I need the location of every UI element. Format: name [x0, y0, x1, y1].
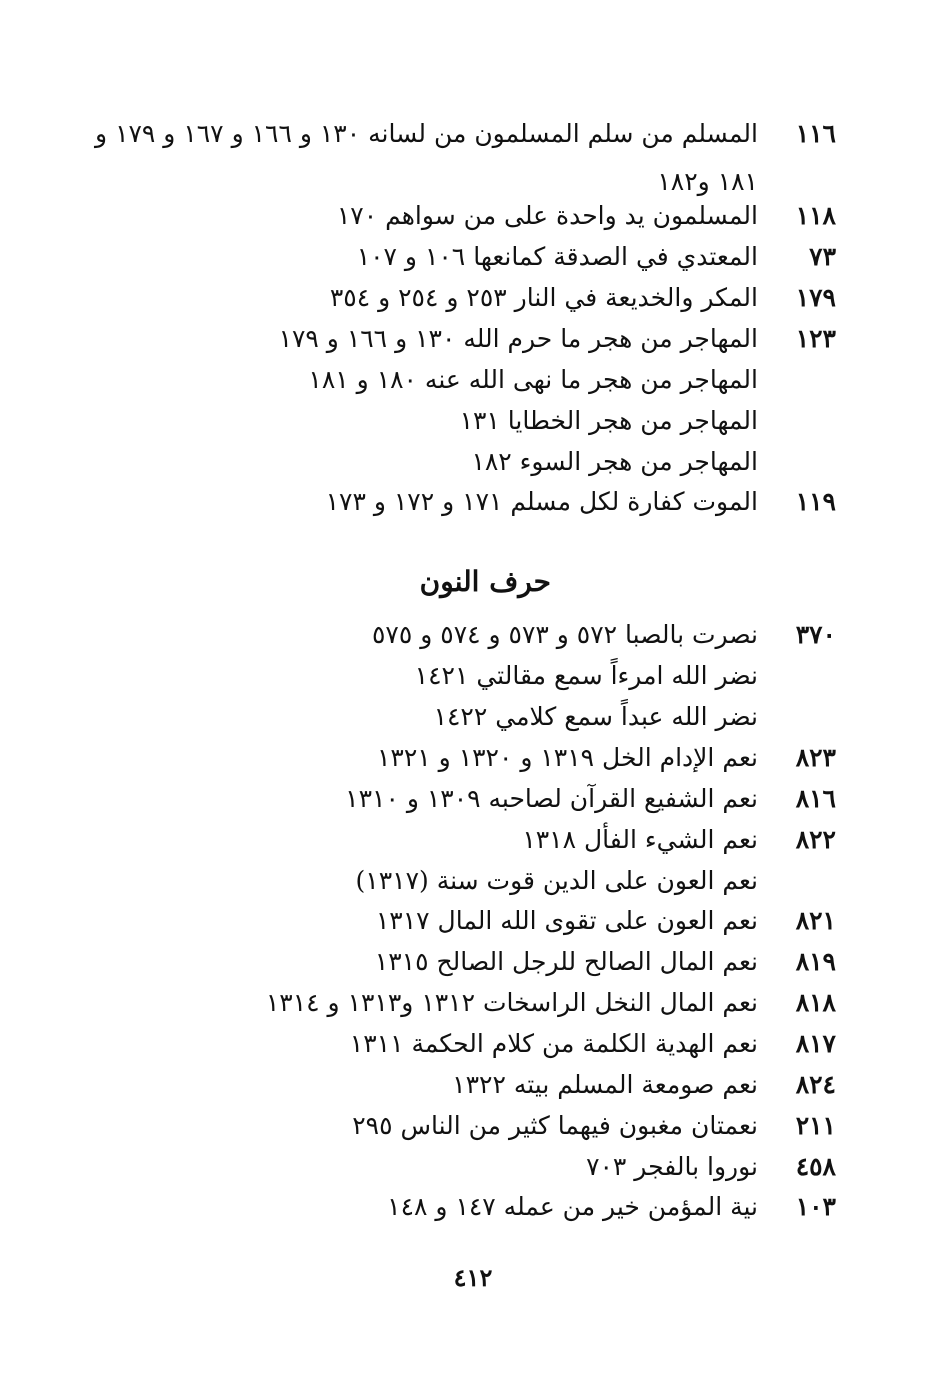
index-entry [460, 401, 836, 441]
entry-number: ٨١٩ [795, 947, 836, 976]
index-entry [434, 697, 836, 737]
entry-number: ٧٣ [809, 242, 836, 271]
entry-text: نعم العون على الدين قوت سنة (١٣١٧) [355, 866, 758, 895]
index-entry [452, 1065, 836, 1105]
index-entry [377, 738, 836, 778]
index-entry [372, 615, 836, 655]
entry-text: المسلمون يد واحدة على من سواهم ١٧٠ [336, 201, 758, 230]
entry-text: المهاجر من هجر السوء ١٨٢ [471, 447, 758, 476]
entry-text: نوروا بالفجر ٧٠٣ [586, 1152, 758, 1181]
entry-number: ٢١١ [795, 1111, 836, 1140]
entry-text: نعمتان مغبون فيهما كثير من الناس ٢٩٥ [352, 1111, 758, 1140]
index-entry [279, 319, 836, 359]
index-entry [471, 442, 836, 482]
entry-text: المهاجر من هجر ما حرم الله ١٣٠ و ١٦٦ و ١٧٩ [278, 324, 758, 353]
entry-number: ٨١٧ [795, 1029, 836, 1058]
entry-text: نية المؤمن خير من عمله ١٤٧ و ١٤٨ [387, 1192, 758, 1221]
entry-text: نعم الإدام الخل ١٣١٩ و ١٣٢٠ و ١٣٢١ [377, 743, 758, 772]
entry-text: نعم العون على تقوى الله المال ١٣١٧ [375, 906, 758, 935]
section-heading: حرف النون [419, 565, 551, 598]
entry-number: ١٧٩ [795, 283, 836, 312]
entry-text: المكر والخديعة في النار ٢٥٣ و ٢٥٤ و ٣٥٤ [329, 283, 758, 312]
index-entry [375, 942, 836, 982]
entry-text: نعم الشفيع القرآن لصاحبه ١٣٠٩ و ١٣١٠ [345, 784, 758, 813]
entry-text: نعم المال الصالح للرجل الصالح ١٣١٥ [374, 947, 758, 976]
index-entry [266, 983, 836, 1023]
index-entry [337, 196, 836, 236]
entry-text: نعم المال النخل الراسخات ١٣١٢ و١٣١٣ و ١٣١٤ [265, 988, 758, 1017]
entry-number: ٨١٨ [795, 988, 836, 1017]
entry-number: ١٠٣ [795, 1192, 836, 1221]
entry-text: المهاجر من هجر الخطايا ١٣١ [459, 406, 758, 435]
entry-text: نعم الشيء الفأل ١٣١٨ [522, 825, 758, 854]
entry-text: المهاجر من هجر ما نهى الله عنه ١٨٠ و ١٨١ [308, 365, 758, 394]
index-entry [357, 237, 836, 277]
index-entry [350, 1024, 836, 1064]
entry-number: ٨١٦ [795, 784, 836, 813]
entry-number: ٣٧٠ [795, 620, 836, 649]
index-entry [387, 1187, 836, 1227]
page-number: ٤١٢ [453, 1263, 493, 1292]
entry-number: ٤٥٨ [795, 1152, 836, 1181]
entry-number: ١١٦ [795, 119, 836, 148]
entry-text: الموت كفارة لكل مسلم ١٧١ و ١٧٢ و ١٧٣ [325, 487, 758, 516]
index-entry [356, 861, 836, 901]
index-entry [326, 482, 836, 522]
index-entry [376, 901, 836, 941]
entry-text: نعم صومعة المسلم بيته ١٣٢٢ [452, 1070, 758, 1099]
entry-text: المعتدي في الصدقة كمانعها ١٠٦ و ١٠٧ [356, 242, 758, 271]
index-entry [330, 278, 836, 318]
entry-number: ٨٢٢ [795, 825, 836, 854]
entry-number: ١١٨ [795, 201, 836, 230]
entry-text: المسلم من سلم المسلمون من لسانه ١٣٠ و ١٦٦ و ١٦٧ و ١٧٩ و [95, 119, 758, 148]
index-entry [352, 1106, 836, 1146]
entry-number: ١١٩ [795, 487, 836, 516]
entry-number: ٨٢١ [795, 906, 836, 935]
index-entry [308, 360, 836, 400]
index-entry [522, 820, 836, 860]
index-entry [95, 114, 836, 154]
entry-number: ٨٢٤ [795, 1070, 836, 1099]
index-entry [345, 779, 836, 819]
entry-number: ٨٢٣ [795, 743, 836, 772]
entry-text: نعم الهدية الكلمة من كلام الحكمة ١٣١١ [349, 1029, 758, 1058]
index-entry [586, 1147, 836, 1187]
entry-number: ١٢٣ [795, 324, 836, 353]
entry-text: نضر الله امرءاً سمع مقالتي ١٤٢١ [414, 661, 758, 690]
entry-text: ١٨١ و١٨٢ [657, 167, 758, 196]
entry-text: نضر الله عبداً سمع كلامي ١٤٢٢ [433, 702, 758, 731]
entry-text: نصرت بالصبا ٥٧٢ و ٥٧٣ و ٥٧٤ و ٥٧٥ [372, 620, 758, 649]
index-entry [415, 656, 836, 696]
